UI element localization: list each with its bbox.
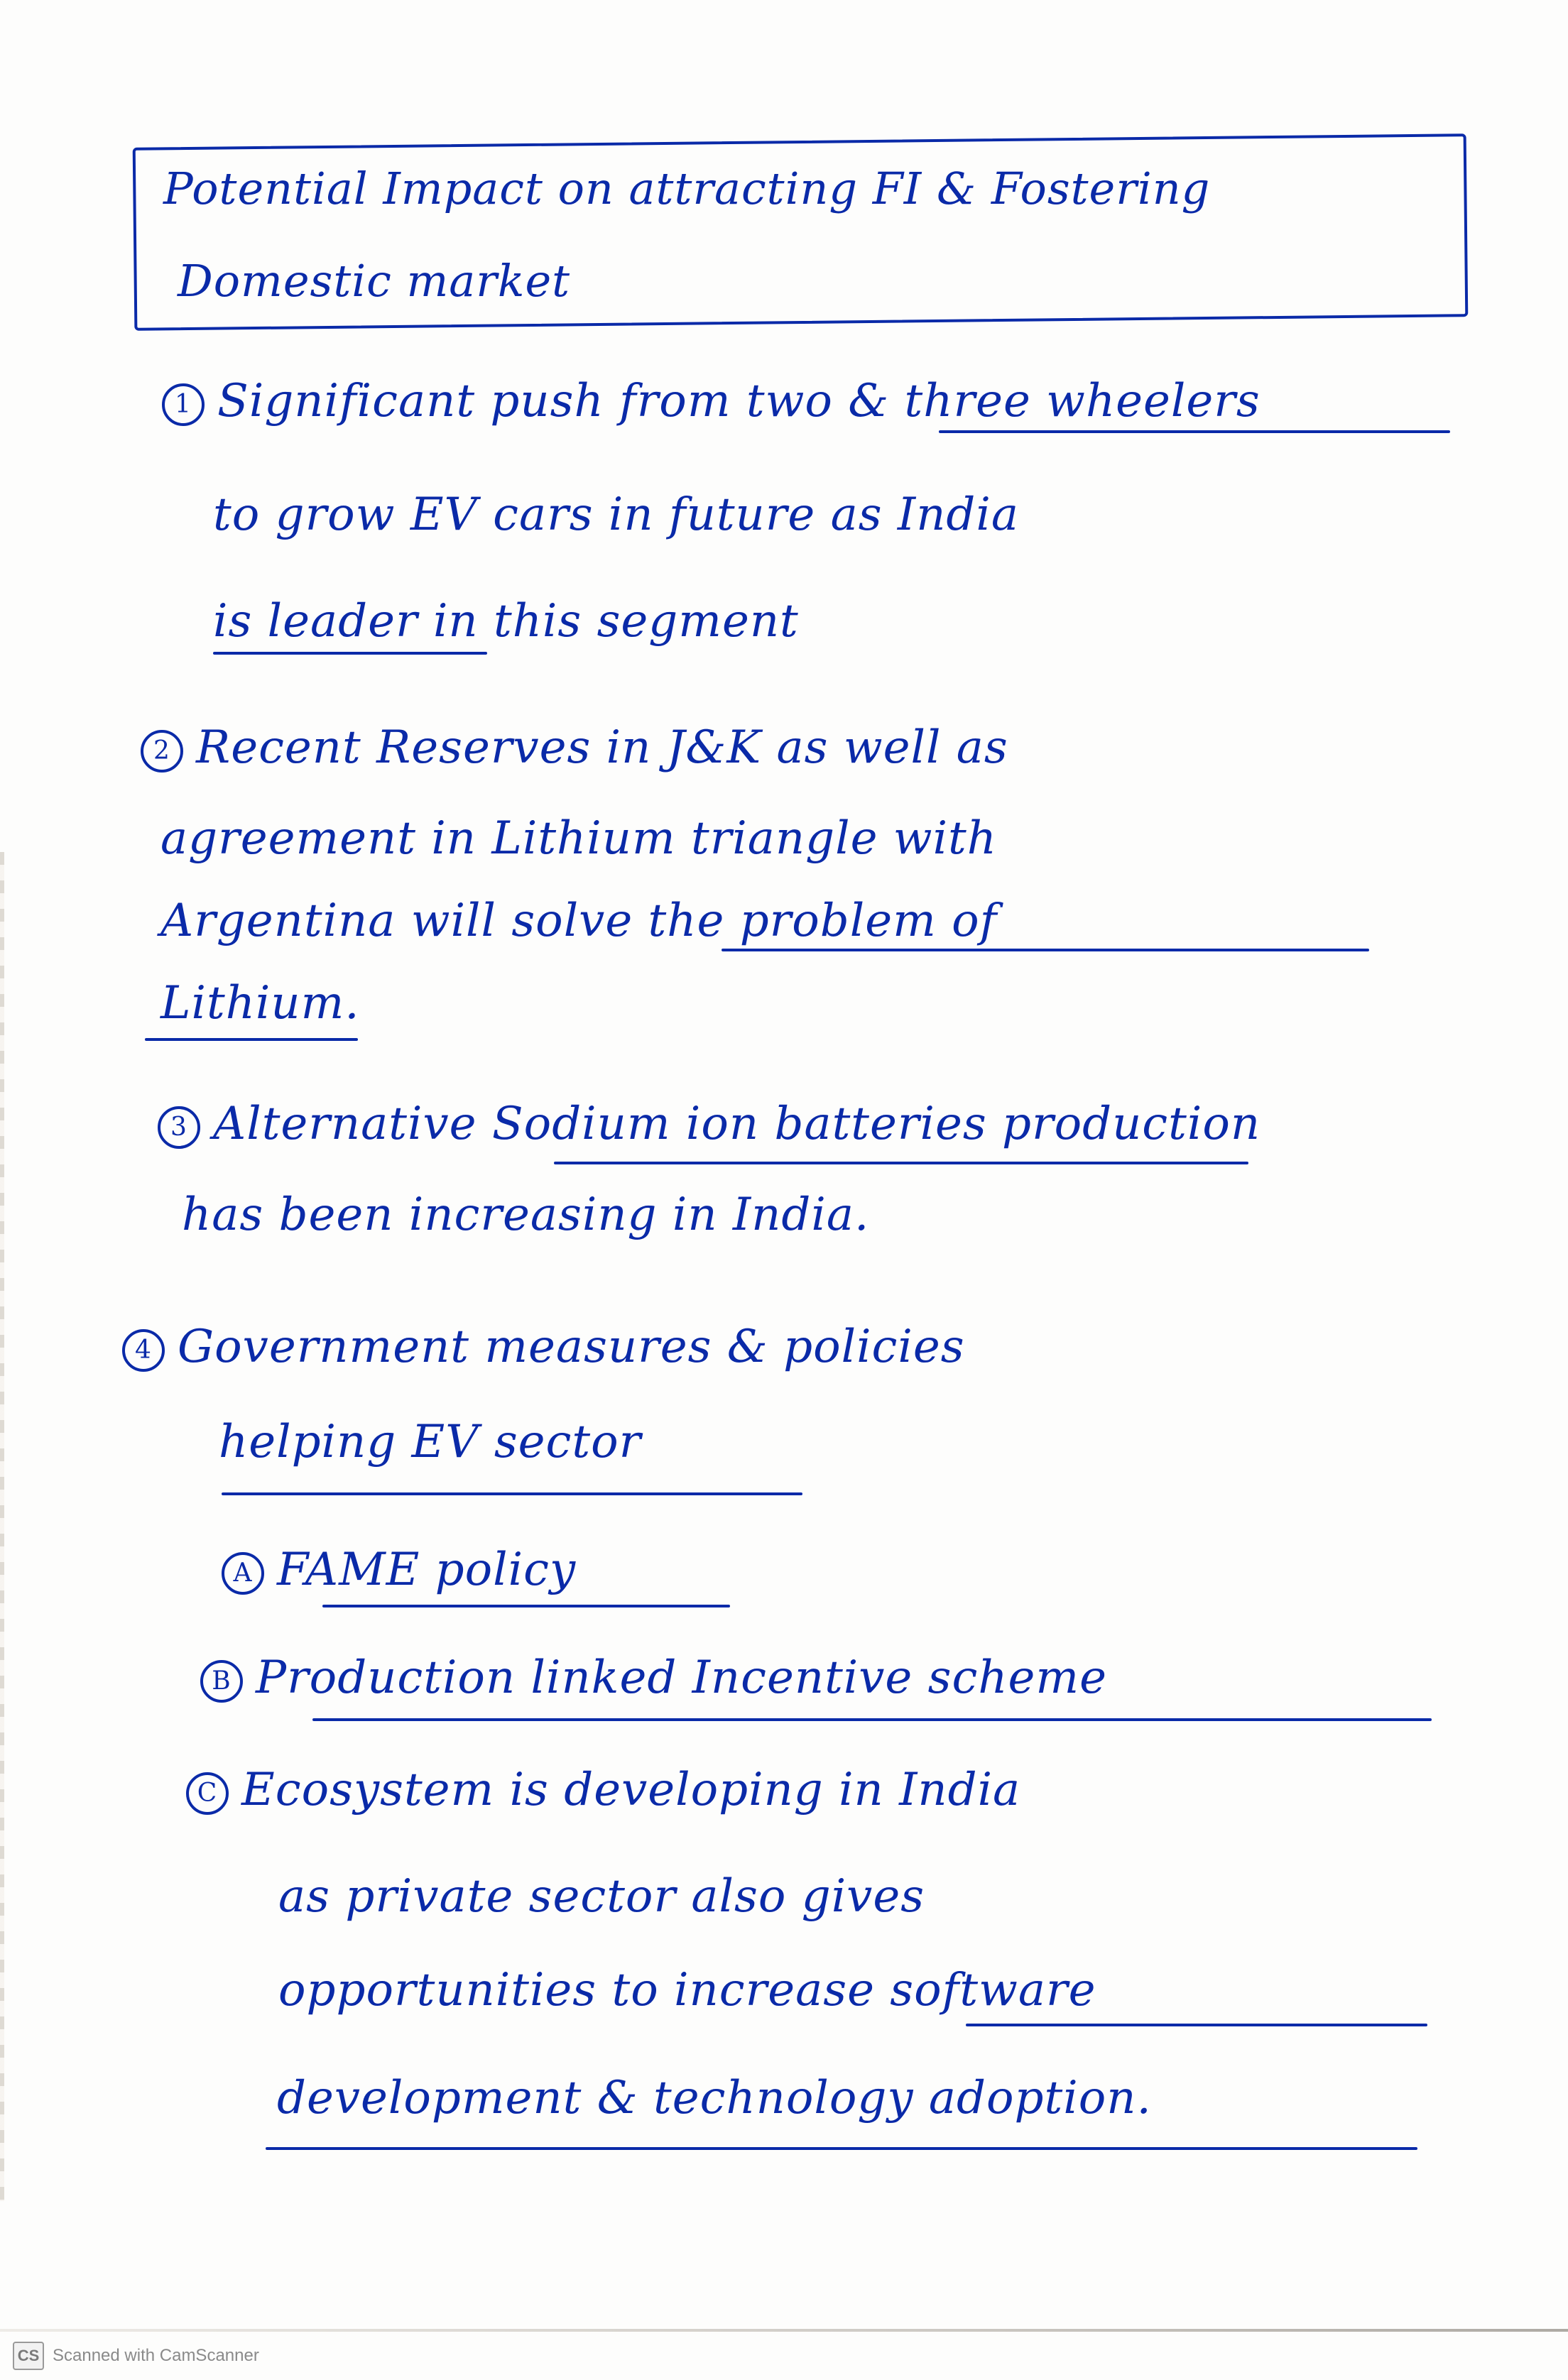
underline <box>554 1162 1248 1164</box>
camscanner-logo-icon: CS <box>13 2342 44 2370</box>
subpoint-a-marker: A <box>222 1552 264 1595</box>
underline <box>966 2024 1427 2026</box>
page-edge-shadow <box>0 852 4 2201</box>
underline <box>145 1038 358 1041</box>
point-2-marker: 2 <box>141 730 183 773</box>
subpoint-b-marker: B <box>200 1660 243 1703</box>
underline <box>222 1492 802 1495</box>
subpoint-c-line-2: as private sector also gives <box>278 1870 925 1923</box>
point-4-line-1: 4 Government measures & policies <box>122 1322 965 1372</box>
point-2-line-2: agreement in Lithium triangle with <box>160 812 997 865</box>
subpoint-b-line-1: B Production linked Incentive scheme <box>200 1653 1107 1703</box>
page-bottom-edge <box>0 2329 1568 2332</box>
point-3-line-2: has been increasing in India. <box>182 1189 870 1241</box>
point-4-line-2: helping EV sector <box>219 1416 642 1468</box>
point-2-line-1: 2 Recent Reserves in J&K as well as <box>141 723 1008 773</box>
underline <box>939 430 1450 433</box>
subpoint-c-line-3: opportunities to increase software <box>278 1964 1096 2016</box>
camscanner-footer <box>13 2340 259 2371</box>
subpoint-c-line-4: development & technology adoption. <box>277 2072 1152 2124</box>
point-1-marker: 1 <box>162 383 205 426</box>
point-2-line-3: Argentina will solve the problem of <box>160 895 998 947</box>
point-2-line-4: Lithium. <box>160 977 360 1030</box>
point-1-line-2: to grow EV cars in future as India <box>213 488 1019 541</box>
point-3-marker: 3 <box>158 1106 200 1149</box>
point-3-line-1: 3 Alternative Sodium ion batteries production <box>158 1099 1261 1149</box>
title-line-2: Domestic market <box>178 255 571 307</box>
underline <box>322 1605 730 1607</box>
point-1-line-3: is leader in this segment <box>213 595 799 648</box>
underline <box>213 652 487 655</box>
title-line-1: Potential Impact on attracting FI & Fostering <box>163 163 1211 214</box>
underline <box>312 1718 1432 1721</box>
camscanner-label: Scanned with CamScanner <box>53 2346 259 2365</box>
subpoint-c-line-1: C Ecosystem is developing in India <box>186 1765 1020 1815</box>
point-4-marker: 4 <box>122 1329 165 1372</box>
point-1-line-1: 1 Significant push from two & three wheelers <box>162 376 1261 426</box>
subpoint-a-line-1: A FAME policy <box>222 1545 576 1595</box>
underline <box>266 2147 1417 2150</box>
subpoint-c-marker: C <box>186 1772 229 1815</box>
underline <box>722 949 1369 951</box>
